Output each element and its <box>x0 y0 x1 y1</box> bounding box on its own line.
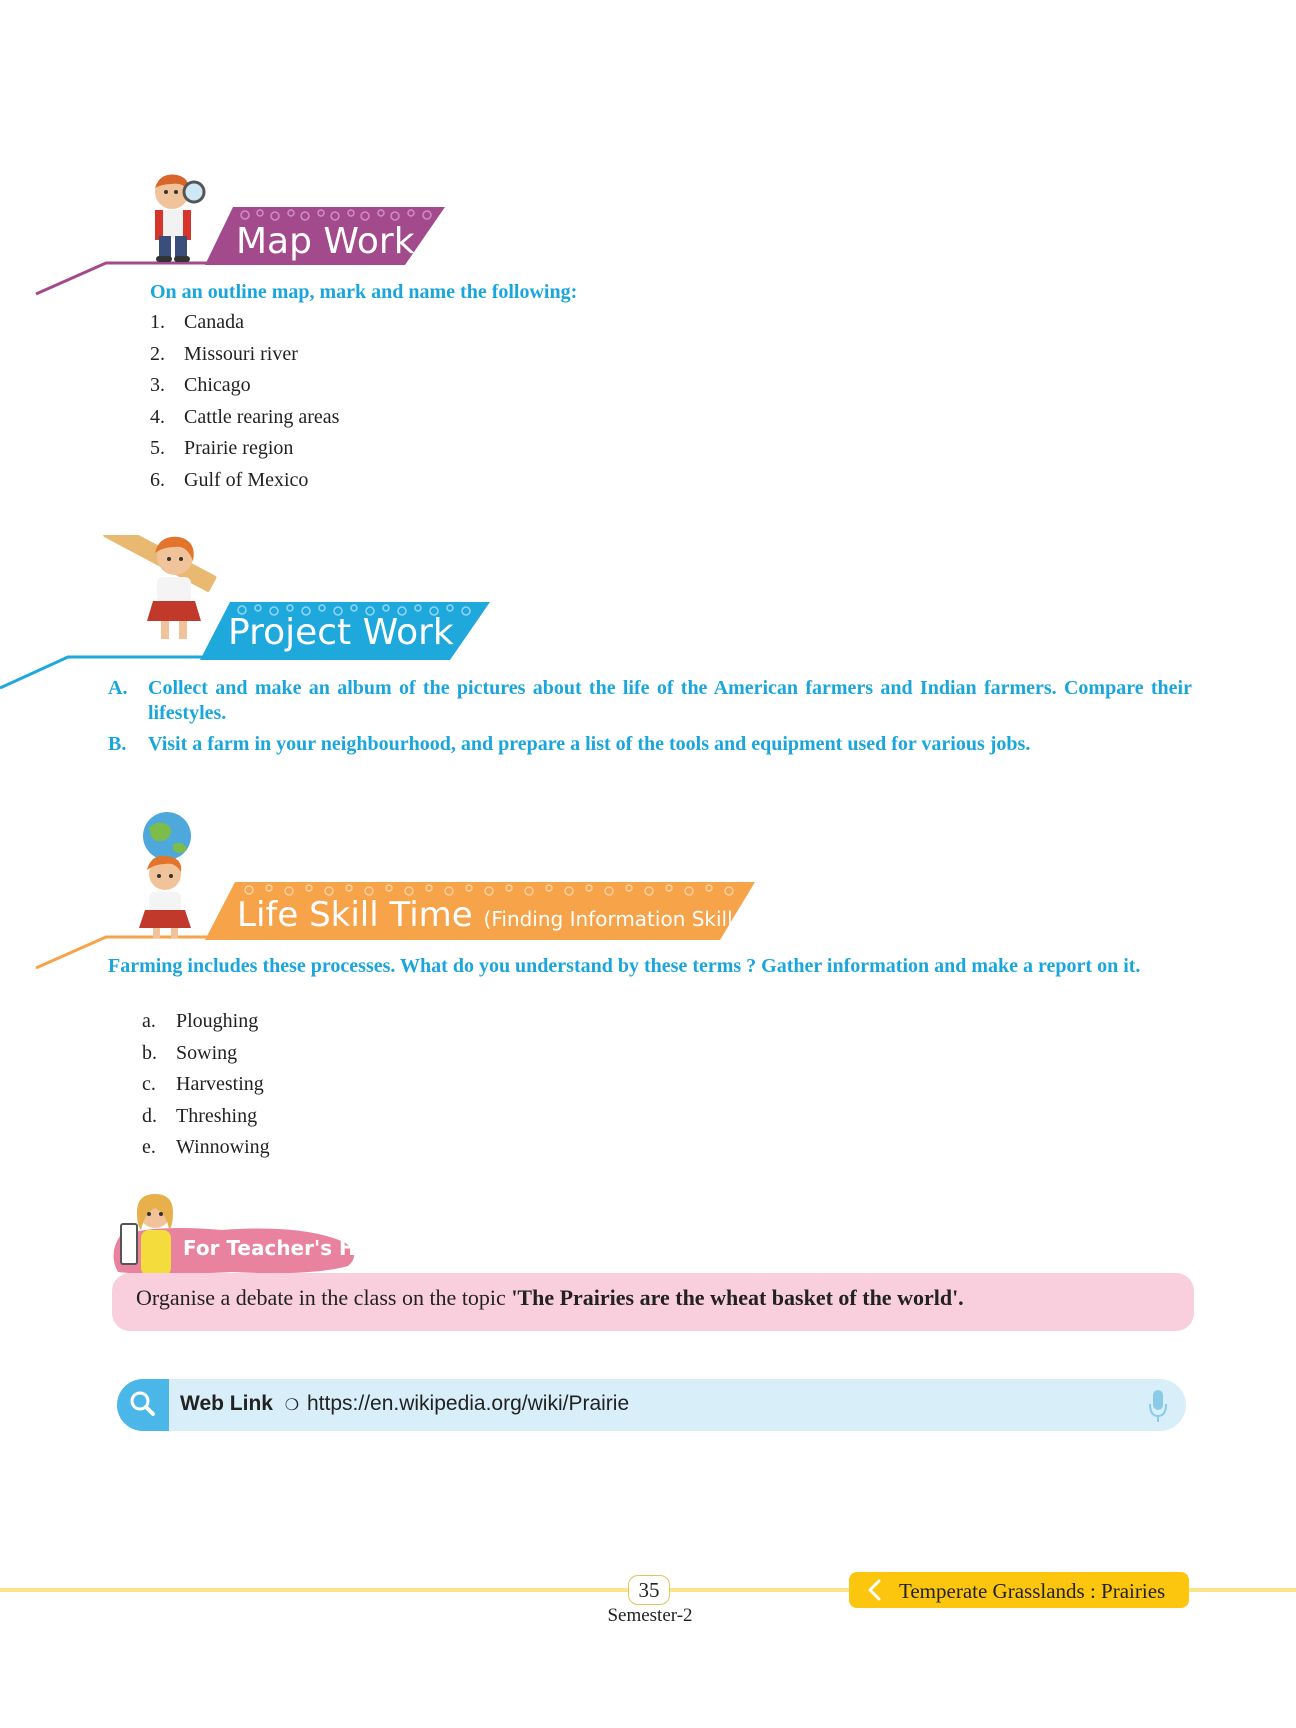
list-item: c. Harvesting <box>142 1073 264 1096</box>
footer-rule-left <box>0 1588 630 1592</box>
web-link-url[interactable]: https://en.wikipedia.org/wiki/Prairie <box>307 1392 630 1415</box>
girl-with-ruler-icon <box>95 535 220 645</box>
map-work-instruction: On an outline map, mark and name the following: <box>150 281 578 303</box>
map-work-list <box>150 311 339 501</box>
girl-with-globe-icon <box>125 810 205 940</box>
web-link-label: Web Link ❍ <box>180 1392 300 1415</box>
list-item: A. Collect and make an album of the pictures about the life of the American farmers and Indian farmers. Compare their lifestyles. <box>108 677 1192 724</box>
list-item: d. Threshing <box>142 1104 258 1127</box>
list-item: 3. Chicago <box>150 374 251 397</box>
life-skill-heading: Life Skill Time <box>237 895 473 935</box>
semester-label: Semester-2 <box>607 1605 693 1626</box>
web-link-search-cap[interactable] <box>117 1379 169 1431</box>
teacher-help-topic: 'The Prairies are the wheat basket of the world'. <box>511 1285 964 1310</box>
life-skill-list <box>142 1010 270 1168</box>
life-skill-title <box>237 895 751 935</box>
list-item: a. Ploughing <box>142 1010 259 1032</box>
list-item: b. Sowing <box>142 1041 238 1064</box>
list-item: 2. Missouri river <box>150 342 298 365</box>
life-skill-instruction: Farming includes these processes. What do you understand by these terms ? Gather information and make a report on it. <box>108 955 1141 977</box>
map-work-title: Map Work <box>236 221 415 262</box>
page-number: 35 <box>628 1575 670 1605</box>
chapter-title: Temperate Grasslands : Prairies <box>899 1579 1166 1603</box>
bullet-icon: ❍ <box>284 1397 300 1414</box>
list-item: 6. Gulf of Mexico <box>150 468 309 491</box>
teacher-help-text: Organise a debate in the class on the topic 'The Prairies are the wheat basket of the world'. <box>136 1285 964 1310</box>
list-item: B. Visit a farm in your neighbourhood, and prepare a list of the tools and equipment used for various jobs. <box>108 733 1031 755</box>
project-work-list <box>108 676 1192 763</box>
teacher-help-title: For Teacher's Help <box>183 1236 391 1260</box>
list-item: 1. Canada <box>150 311 244 333</box>
list-item: 5. Prairie region <box>150 437 294 460</box>
boy-with-magnifier-icon <box>142 170 212 265</box>
life-skill-subtitle: (Finding Information Skills) <box>483 907 751 931</box>
search-icon <box>117 1379 169 1431</box>
chevron-left-icon <box>866 1578 884 1602</box>
project-work-title: Project Work <box>228 612 454 653</box>
teacher-with-clipboard-icon <box>115 1190 183 1280</box>
list-item: e. Winnowing <box>142 1136 270 1159</box>
microphone-icon[interactable] <box>1147 1388 1169 1424</box>
list-item: 4. Cattle rearing areas <box>150 405 340 428</box>
